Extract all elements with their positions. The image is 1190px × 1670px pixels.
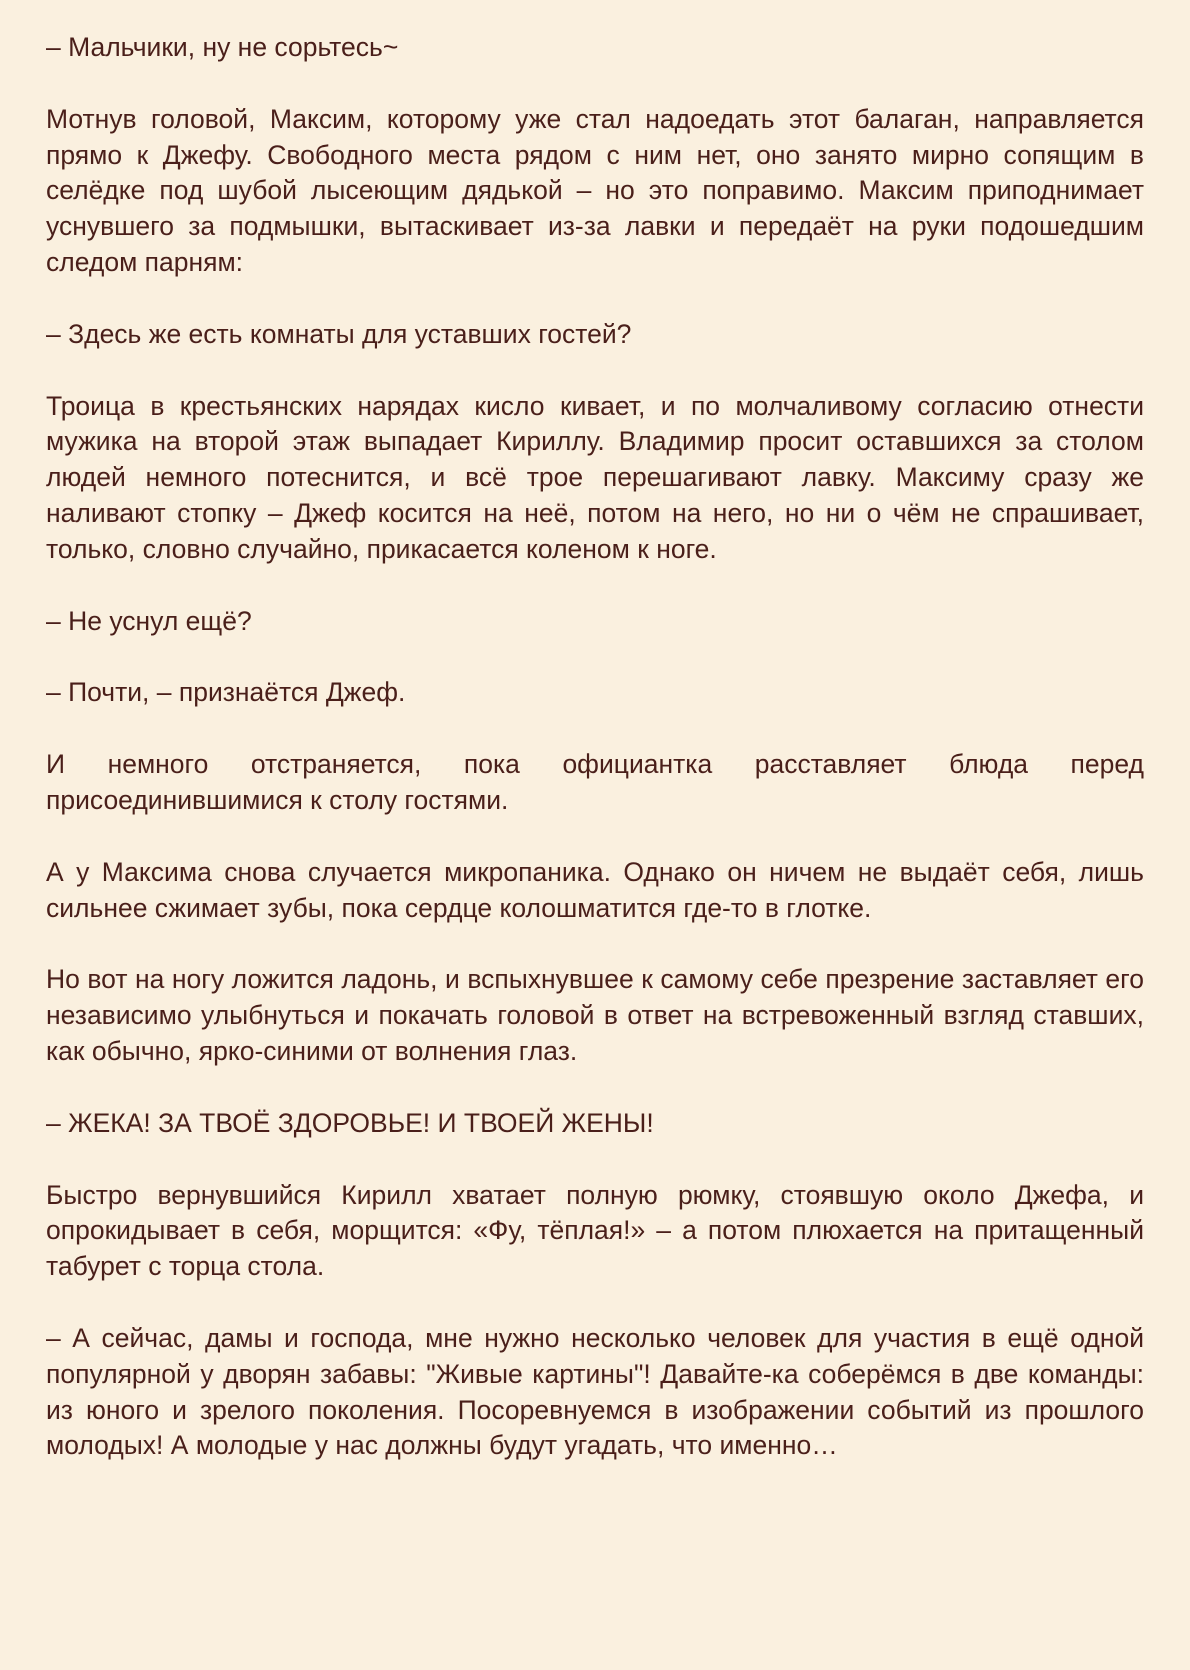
paragraph-dialogue-5: – ЖЕКА! ЗА ТВОЁ ЗДОРОВЬЕ! И ТВОЕЙ ЖЕНЫ! [46,1107,654,1138]
paragraph-narration-3: И немного отстраняется, пока официантка расставляет блюда перед присоединившимися к столу гостями. [46,749,1144,815]
paragraph-dialogue-6: – А сейчас, дамы и господа, мне нужно несколько человек для участия в ещё одной популярной у дворян забавы: "Живые картины"! Давайте-ка соберёмся в две команды: из юного и зрелого поколения. Посоревнуемся в изображении событий из прошлого молодых! А молодые у нас должны будут угадать, что именно… [46,1322,1144,1461]
paragraph-narration-2: Троица в крестьянских нарядах кисло кивает, и по молчаливому согласию отнести мужика на второй этаж выпадает Кириллу. Владимир просит оставшихся за столом людей немного потеснится, и всё трое перешагивают лавку. Максиму сразу же наливают стопку – Джеф косится на неё, потом на него, но ни о чём не спрашивает, только, словно случайно, прикасается коленом к ноге. [46,390,1144,564]
paragraph-dialogue-2: – Здесь же есть комнаты для уставших гостей? [46,318,632,349]
paragraph-narration-4: А у Максима снова случается микропаника. Однако он ничем не выдаёт себя, лишь сильнее сжимает зубы, пока сердце колошматится где-то в глотке. [46,856,1144,923]
document-page [46,30,1144,1464]
paragraph-dialogue-4: – Почти, – признаётся Джеф. [46,677,406,708]
paragraph-dialogue-1: – Мальчики, ну не сорьтесь~ [46,32,399,62]
paragraph-narration-5: Но вот на ногу ложится ладонь, и вспыхнувшее к самому себе презрение заставляет его независимо улыбнуться и покачать головой в ответ на встревоженный взгляд ставших, как обычно, ярко-синими от волнения глаз. [46,964,1144,1066]
paragraph-narration-1: Мотнув головой, Максим, которому уже стал надоедать этот балаган, направляется прямо к Джефу. Свободного места рядом с ним нет, оно занято мирно сопящим в селёдке под шубой лысеющим дядькой – но это поправимо. Максим приподнимает уснувшего за подмышки, вытаскивает из-за лавки и передаёт на руки подошедшим следом парням: [46,103,1144,277]
paragraph-narration-6: Быстро вернувшийся Кирилл хватает полную рюмку, стоявшую около Джефа, и опрокидывает в себя, морщится: «Фу, тёплая!» – а потом плюхается на притащенный табурет с торца стола. [46,1179,1144,1282]
paragraph-dialogue-3: – Не уснул ещё? [46,605,252,636]
